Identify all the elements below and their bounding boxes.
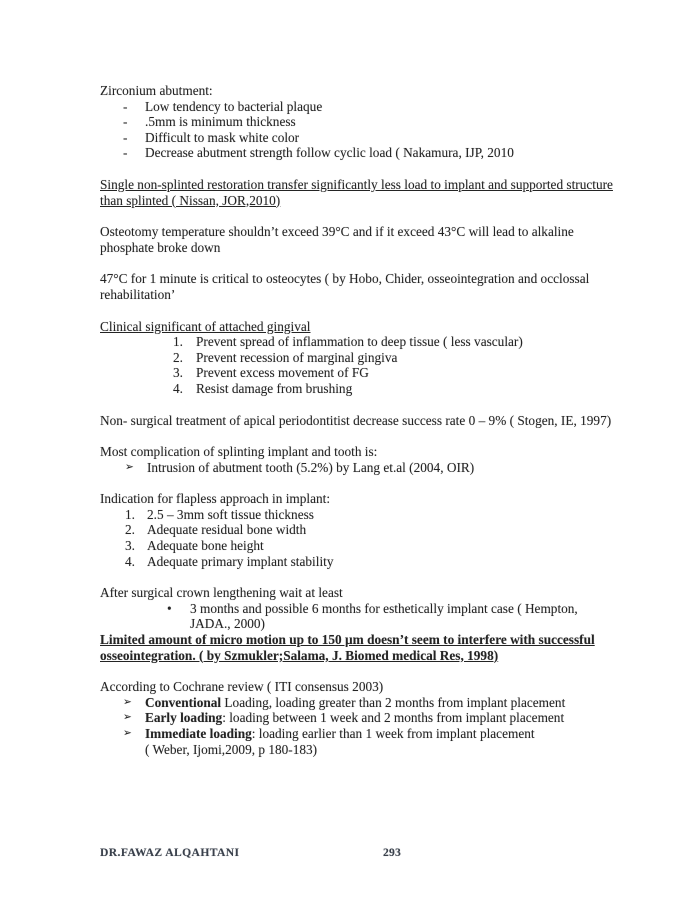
list-item-text	[145, 710, 564, 725]
list-item	[100, 726, 616, 742]
list-item	[100, 538, 616, 554]
dash-bullet: -	[123, 145, 128, 161]
list-item-text: Difficult to mask white color	[145, 129, 300, 145]
list-item	[100, 460, 616, 476]
arrow-bullet-icon: ➢	[123, 711, 132, 724]
page-footer	[100, 846, 700, 860]
list-item	[100, 695, 616, 711]
list-item	[100, 145, 616, 161]
list-item-text: Adequate primary implant stability	[147, 553, 334, 569]
list-item	[100, 601, 616, 632]
heading-zirconium-abutment: Zirconium abutment:	[100, 83, 213, 98]
list-item	[100, 522, 616, 538]
loading-type-description: : loading between 1 week and 2 months from implant placement	[222, 710, 565, 726]
item-number: 2.	[173, 349, 183, 365]
heading-attached-gingival: Clinical significant of attached gingival	[100, 318, 311, 334]
arrow-bullet-icon: ➢	[123, 695, 132, 708]
footer-page-number: 293	[383, 846, 401, 859]
loading-type-description: : loading earlier than 1 week from implant placement	[251, 726, 535, 741]
gingival-list	[100, 334, 616, 396]
list-item	[100, 350, 616, 366]
list-item	[100, 554, 616, 570]
cochrane-list	[100, 695, 616, 757]
list-item-text: Low tendency to bacterial plaque	[145, 98, 323, 114]
list-item-text	[145, 695, 565, 710]
item-number: 4.	[125, 553, 135, 569]
paragraph-critical-temp: 47°C for 1 minute is critical to osteocytes ( by Hobo, Chider, osseointegration and occlossal rehabilitation’	[100, 271, 590, 302]
item-number: 3.	[125, 538, 135, 554]
list-item	[100, 507, 616, 523]
list-item-text: Adequate bone height	[147, 538, 264, 554]
paragraph-osteotomy: Osteotomy temperature shouldn’t exceed 39°C and if it exceed 43°C will lead to alkaline phosphate broke down	[100, 224, 574, 255]
page-content	[100, 83, 616, 757]
item-number: 2.	[125, 522, 135, 538]
list-item	[100, 130, 616, 146]
list-item	[100, 381, 616, 397]
list-item-text: Decrease abutment strength follow cyclic load ( Nakamura, IJP, 2010	[145, 145, 514, 161]
citation-line: ( Weber, Ijomi,2009, p 180-183)	[145, 741, 318, 757]
list-item-text	[145, 726, 535, 741]
list-item-text: Prevent recession of marginal gingiva	[196, 349, 398, 365]
loading-type-label: Immediate loading	[145, 726, 252, 741]
loading-type-label: Early loading	[145, 710, 223, 726]
heading-cochrane-review: According to Cochrane review ( ITI consensus 2003)	[100, 679, 384, 695]
list-item-text: 2.5 – 3mm soft tissue thickness	[147, 506, 314, 522]
zirconium-list	[100, 99, 616, 161]
heading-flapless-indication: Indication for flapless approach in implant:	[100, 491, 331, 507]
dash-bullet: -	[123, 129, 128, 145]
list-item-text: Resist damage from brushing	[196, 380, 353, 396]
item-number: 3.	[173, 365, 183, 381]
list-item-text: 3 months and possible 6 months for esthetically implant case ( Hempton, JADA., 2000)	[190, 600, 578, 632]
list-item	[100, 114, 616, 130]
splinting-complication-list	[100, 460, 616, 476]
list-item	[100, 334, 616, 350]
loading-type-description: Loading, loading greater than 2 months from implant placement	[221, 694, 566, 710]
list-item	[100, 710, 616, 726]
list-item	[100, 365, 616, 381]
item-number: 1.	[125, 506, 135, 522]
heading-splinting-complication: Most complication of splinting implant and tooth is:	[100, 444, 378, 460]
dot-bullet: •	[167, 600, 172, 616]
list-item-text: Adequate residual bone width	[147, 522, 307, 538]
item-number: 4.	[173, 380, 183, 396]
list-item	[100, 99, 616, 115]
flapless-list	[100, 507, 616, 569]
dash-bullet: -	[123, 98, 128, 114]
loading-type-label: Conventional	[145, 694, 222, 710]
footer-author: DR.FAWAZ ALQAHTANI	[100, 846, 240, 859]
dash-bullet: -	[123, 114, 128, 130]
list-item-text: Prevent excess movement of FG	[196, 365, 369, 381]
list-item-text: Intrusion of abutment tooth (5.2%) by Lang et.al (2004, OIR)	[147, 459, 475, 475]
arrow-bullet-icon: ➢	[125, 460, 134, 473]
arrow-bullet-icon: ➢	[123, 727, 132, 739]
heading-crown-lengthening: After surgical crown lengthening wait at least	[100, 585, 343, 601]
crown-lengthening-list	[100, 601, 616, 632]
item-number: 1.	[173, 334, 183, 350]
paragraph-nonsurgical: Non- surgical treatment of apical periodontitist decrease success rate 0 – 9% ( Stogen, IE, 1997)	[100, 412, 612, 428]
paragraph-micromotion: Limited amount of micro motion up to 150 µm doesn’t seem to interfere with successful osseointegration. ( by Szmukler;Salama, J. Biomed medical Res, 1998)	[100, 632, 595, 663]
list-item-text: Prevent spread of inflammation to deep tissue ( less vascular)	[196, 334, 523, 350]
paragraph-splinted-note: Single non-splinted restoration transfer significantly less load to implant and supported structure than splinted ( Nissan, JOR,2010)	[100, 176, 613, 208]
list-item-text: .5mm is minimum thickness	[145, 114, 296, 130]
